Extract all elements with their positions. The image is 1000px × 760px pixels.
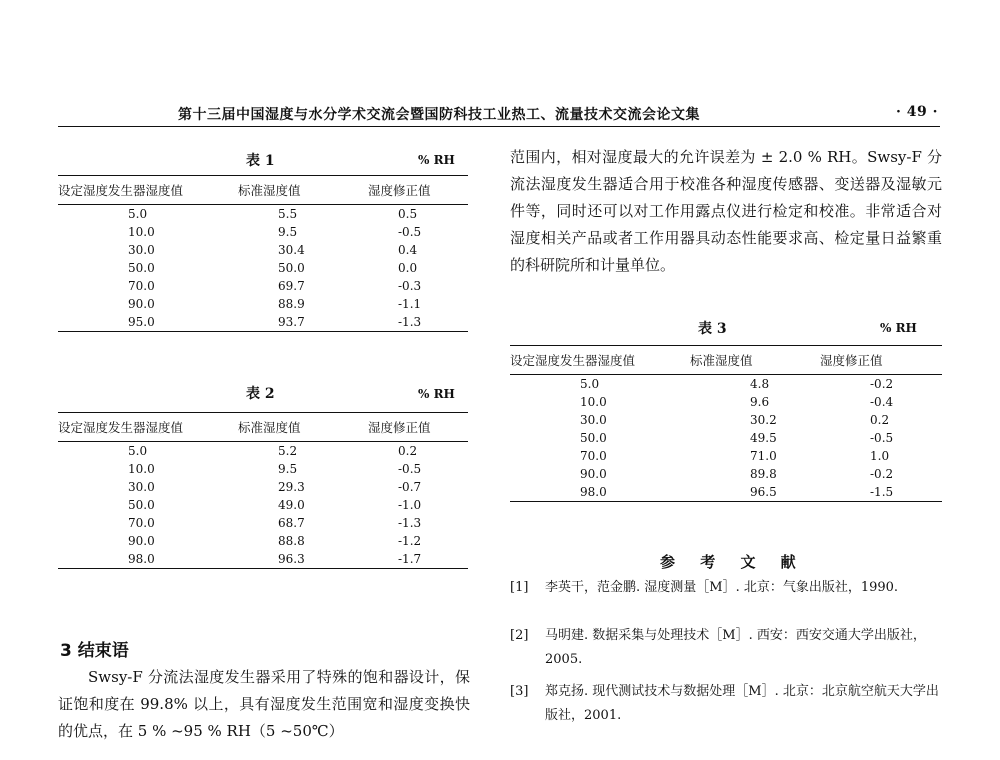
table-row (510, 393, 942, 411)
cell-standard: 71.0 (750, 449, 777, 463)
cell-correction: -1.3 (368, 313, 468, 332)
cell-correction: -1.1 (398, 297, 422, 311)
reference-item: [3] 郑克扬. 现代测试技术与数据处理［M］. 北京：北京航空航天大学出版社，2001. (510, 684, 939, 723)
section-heading: 3 结束语 (60, 641, 129, 661)
cell-setpoint: 30.0 (128, 243, 155, 257)
cell-setpoint: 10.0 (128, 462, 155, 476)
table-row (510, 483, 942, 502)
right-column-paragraph: 范围内，相对湿度最大的允许误差为 ± 2.0 % RH。Swsy-F 分流法湿度发生器适合用于校准各种湿度传感器、变送器及湿敏元件等，同时还可以对工作用露点仪进行检定和校准。非常适合对湿度相关产品或者工作用器具动态性能要求高、检定量日益繁重的科研院所和计量单位。 (510, 148, 942, 274)
cell-correction: -0.4 (870, 395, 894, 409)
conclusion-paragraph: Swsy-F 分流法湿度发生器采用了特殊的饱和器设计，保证饱和度在 99.8% 以上，具有湿度发生范围宽和湿度变换快的优点，在 5 % ~95 % RH（5 ~50℃） (58, 668, 470, 740)
cell-standard: 30.4 (278, 243, 305, 257)
cell-correction: -0.7 (398, 480, 422, 494)
cell-setpoint: 98.0 (58, 550, 238, 569)
col-header-setpoint: 设定湿度发生器湿度值 (58, 183, 184, 198)
table-row (510, 375, 942, 394)
cell-standard: 89.8 (750, 467, 777, 481)
table3-caption: 表 3 (698, 321, 727, 337)
table-row (58, 514, 468, 532)
cell-correction: 0.2 (398, 444, 418, 458)
table-header-row (510, 346, 942, 375)
table-row (58, 478, 468, 496)
page-number: · 49 · (896, 104, 938, 120)
cell-correction: -1.7 (368, 550, 468, 569)
cell-correction: 1.0 (870, 449, 890, 463)
table-row (510, 447, 942, 465)
cell-standard: 68.7 (278, 516, 305, 530)
col-header-correction: 湿度修正值 (368, 183, 431, 198)
col-header-standard: 标准湿度值 (238, 420, 301, 435)
cell-standard: 69.7 (278, 279, 305, 293)
cell-correction: -1.3 (398, 516, 422, 530)
journal-title: 第十三届中国湿度与水分学术交流会暨国防科技工业热工、流量技术交流会论文集 (178, 107, 700, 123)
cell-setpoint: 30.0 (580, 413, 607, 427)
cell-standard: 4.8 (750, 377, 770, 391)
cell-correction: -1.0 (398, 498, 422, 512)
cell-standard: 9.5 (278, 225, 298, 239)
cell-standard: 49.5 (750, 431, 777, 445)
col-header-correction: 湿度修正值 (820, 353, 883, 368)
table-row (58, 442, 468, 461)
table-row (58, 223, 468, 241)
table-1 (58, 175, 468, 332)
cell-setpoint: 90.0 (128, 534, 155, 548)
col-header-standard: 标准湿度值 (238, 183, 301, 198)
table2-unit: % RH (418, 387, 455, 401)
cell-standard: 30.2 (750, 413, 777, 427)
cell-setpoint: 5.0 (128, 444, 148, 458)
references-title: 参 考 文 献 (660, 553, 806, 571)
cell-correction: 0.5 (398, 207, 418, 221)
header-rule (58, 126, 940, 127)
cell-correction: -0.5 (398, 462, 422, 476)
cell-correction: 0.4 (398, 243, 418, 257)
cell-standard: 96.5 (690, 483, 820, 502)
table1-caption: 表 1 (246, 153, 275, 169)
cell-setpoint: 70.0 (128, 516, 155, 530)
reference-item: [1] 李英干，范金鹏. 湿度测量［M］. 北京：气象出版社，1990. (510, 580, 899, 595)
cell-correction: -0.2 (870, 377, 894, 391)
cell-standard: 9.6 (750, 395, 770, 409)
cell-correction: -0.5 (398, 225, 422, 239)
table-header-row (58, 413, 468, 442)
table-row (58, 205, 468, 224)
cell-correction: -1.2 (398, 534, 422, 548)
col-header-setpoint: 设定湿度发生器湿度值 (58, 420, 184, 435)
reference-item: [2] 马明建. 数据采集与处理技术［M］. 西安：西安交通大学出版社，2005. (510, 628, 926, 667)
table-row (58, 295, 468, 313)
cell-correction: -0.5 (870, 431, 894, 445)
cell-setpoint: 50.0 (128, 261, 155, 275)
table-row (58, 460, 468, 478)
cell-standard: 49.0 (278, 498, 305, 512)
cell-setpoint: 90.0 (580, 467, 607, 481)
table-row (58, 241, 468, 259)
cell-correction: 0.0 (398, 261, 418, 275)
cell-setpoint: 98.0 (510, 483, 690, 502)
table-row (510, 411, 942, 429)
table-row (58, 496, 468, 514)
col-header-setpoint: 设定湿度发生器湿度值 (510, 353, 636, 368)
cell-setpoint: 5.0 (580, 377, 600, 391)
running-header (178, 104, 938, 124)
cell-correction: -0.2 (870, 467, 894, 481)
cell-standard: 88.9 (278, 297, 305, 311)
cell-setpoint: 70.0 (128, 279, 155, 293)
table2-caption: 表 2 (246, 386, 275, 402)
table-row (510, 465, 942, 483)
cell-correction: -0.3 (398, 279, 422, 293)
cell-setpoint: 10.0 (580, 395, 607, 409)
table-2 (58, 412, 468, 569)
table3-unit: % RH (880, 321, 917, 335)
col-header-standard: 标准湿度值 (690, 353, 753, 368)
table1-unit: % RH (418, 153, 455, 167)
cell-standard: 29.3 (278, 480, 305, 494)
table-row (58, 550, 468, 569)
table-3 (510, 345, 942, 502)
cell-correction: -1.5 (820, 483, 942, 502)
table-header-row (58, 176, 468, 205)
cell-correction: 0.2 (870, 413, 890, 427)
cell-setpoint: 10.0 (128, 225, 155, 239)
cell-standard: 9.5 (278, 462, 298, 476)
cell-standard: 50.0 (278, 261, 305, 275)
cell-standard: 5.5 (278, 207, 298, 221)
cell-setpoint: 50.0 (128, 498, 155, 512)
cell-standard: 93.7 (238, 313, 368, 332)
cell-standard: 88.8 (278, 534, 305, 548)
cell-standard: 5.2 (278, 444, 298, 458)
cell-setpoint: 70.0 (580, 449, 607, 463)
cell-setpoint: 90.0 (128, 297, 155, 311)
cell-standard: 96.3 (238, 550, 368, 569)
col-header-correction: 湿度修正值 (368, 420, 431, 435)
table-row (58, 277, 468, 295)
table-row (510, 429, 942, 447)
table-row (58, 532, 468, 550)
table-row (58, 259, 468, 277)
cell-setpoint: 50.0 (580, 431, 607, 445)
table-row (58, 313, 468, 332)
cell-setpoint: 5.0 (128, 207, 148, 221)
cell-setpoint: 95.0 (58, 313, 238, 332)
cell-setpoint: 30.0 (128, 480, 155, 494)
